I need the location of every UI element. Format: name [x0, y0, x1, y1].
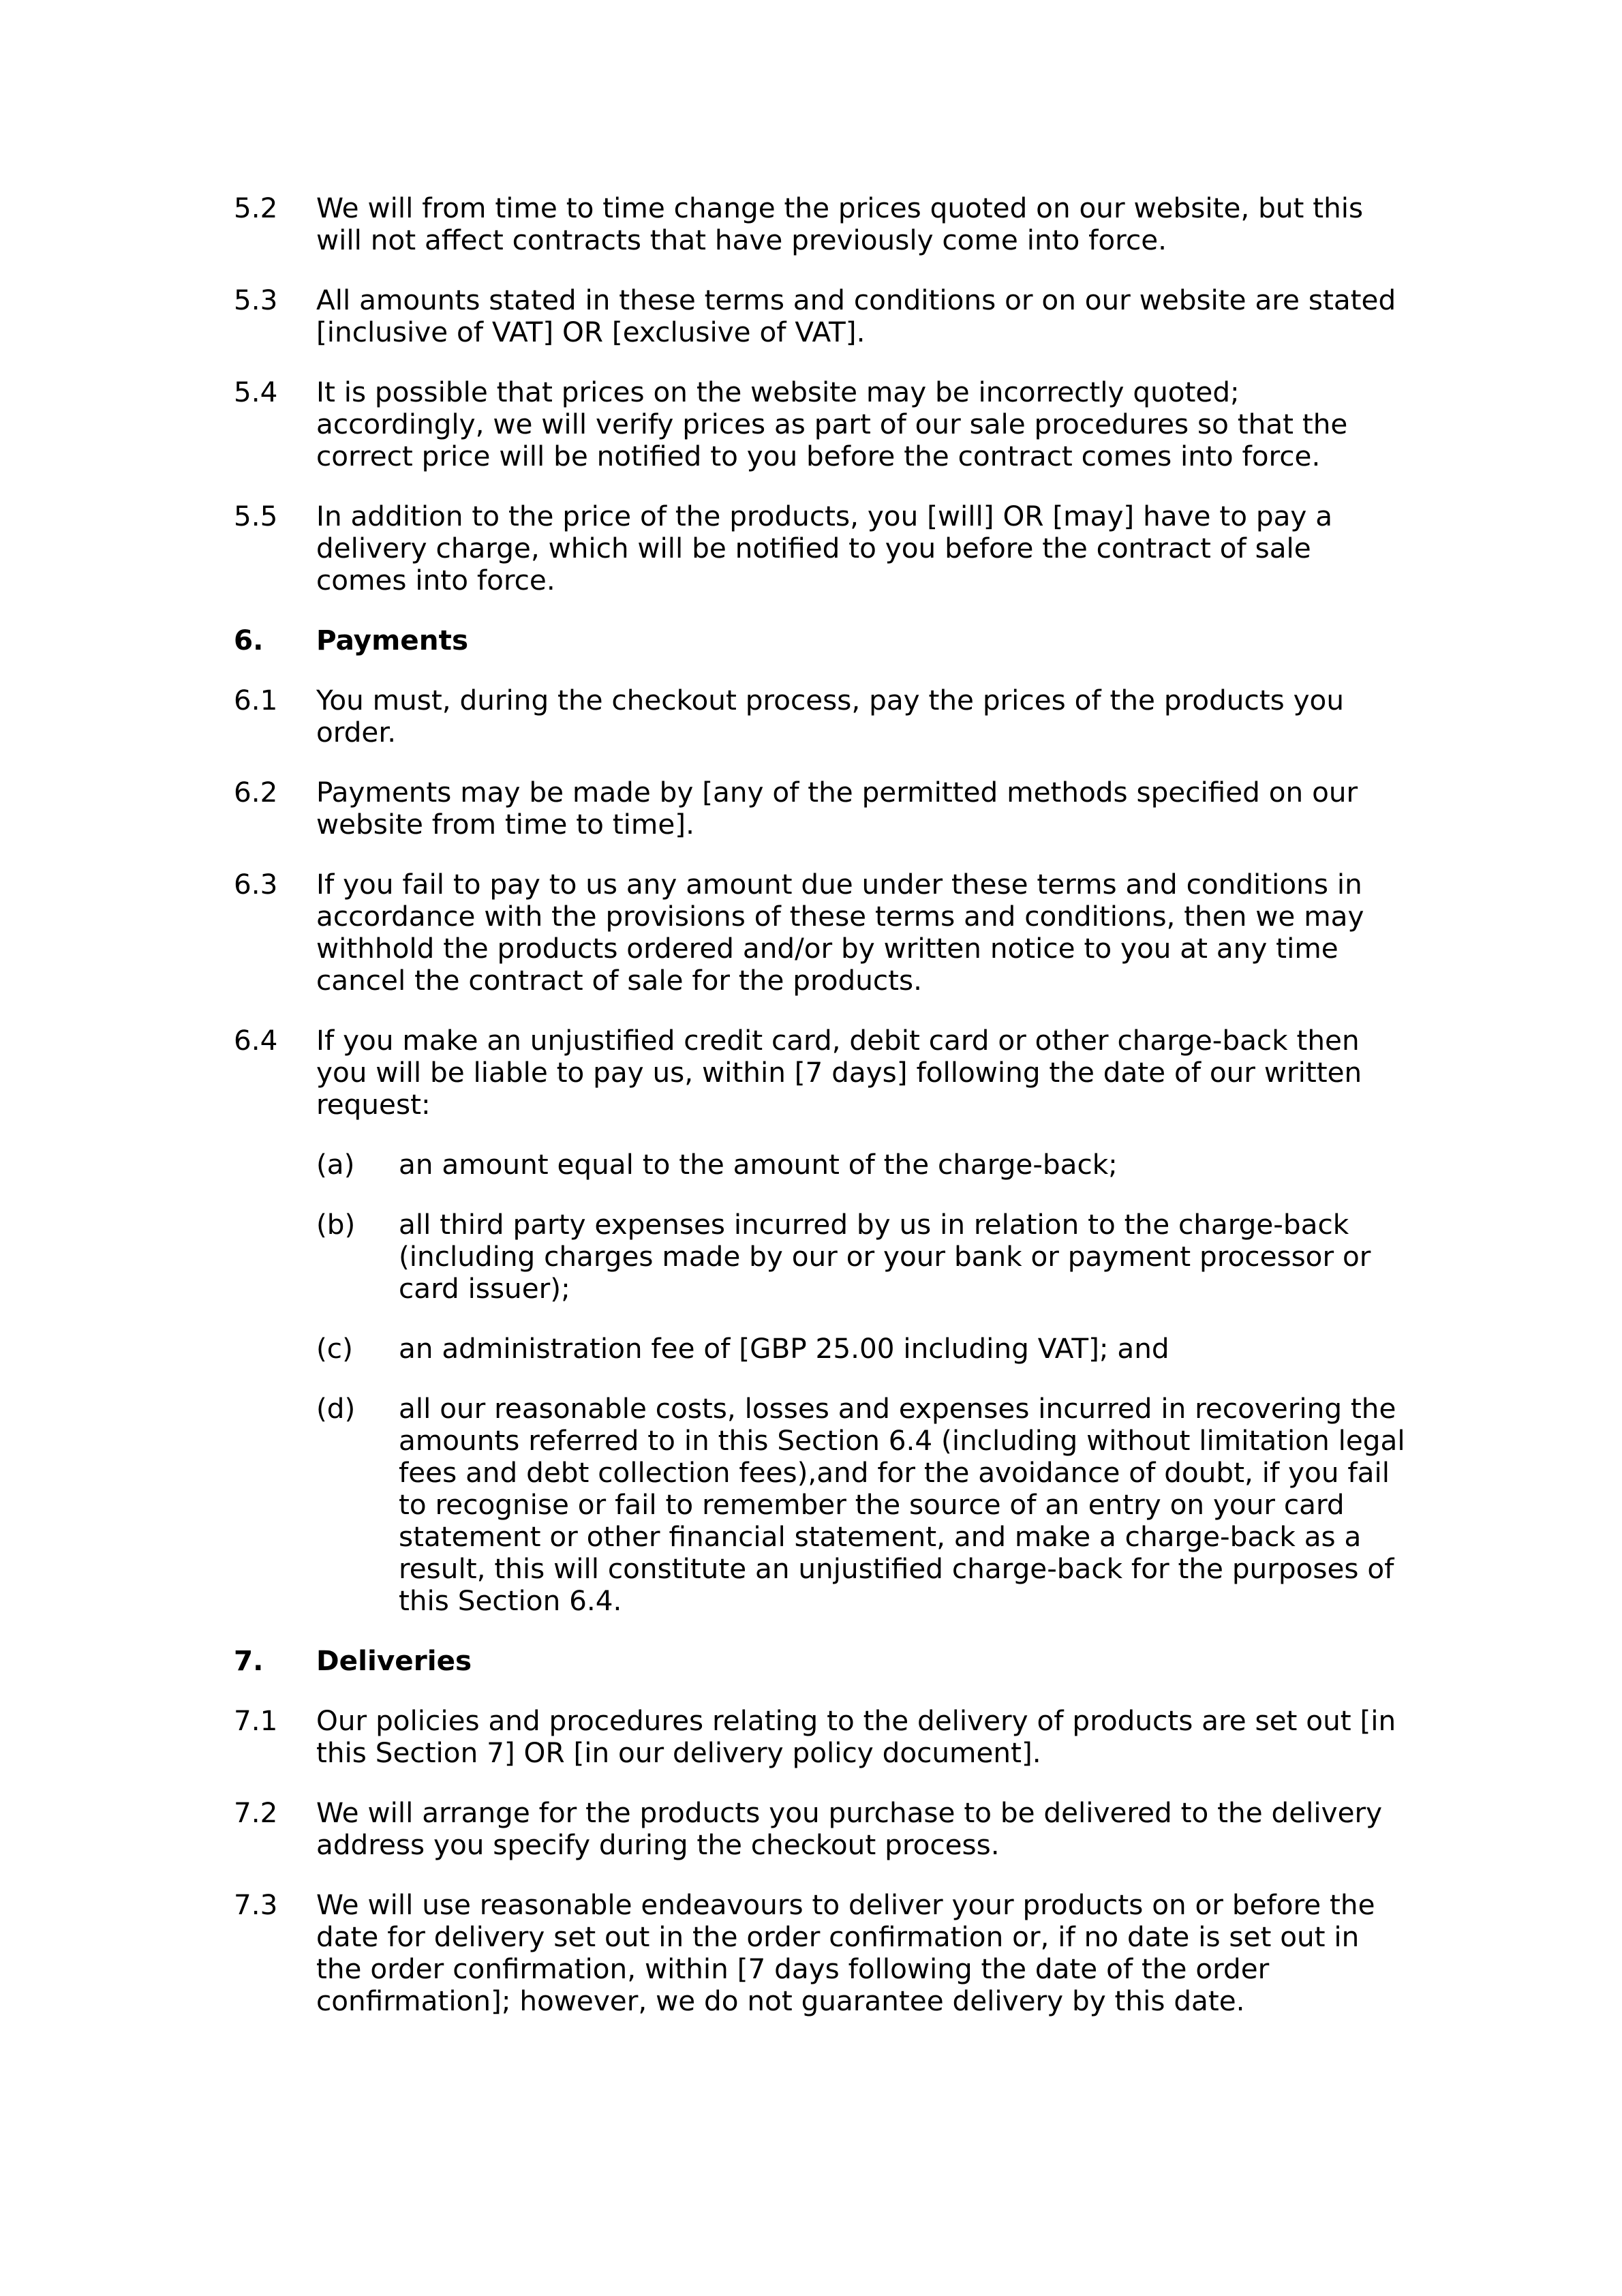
- clause-number: 6.4: [234, 1024, 278, 1057]
- clause-text: In addition to the price of the products, you [will] OR [may] have to pay a delivery charge, which will be notified to you before the contract of sale comes into force.: [316, 500, 1333, 596]
- subclause-6-4-b: [316, 1209, 1406, 1305]
- clause-number: 6.3: [234, 868, 278, 901]
- section-heading-payments: [234, 624, 1406, 656]
- clause-text: Our policies and procedures relating to the delivery of products are set out [in this Section 7] OR [in our delivery policy document].: [316, 1704, 1396, 1769]
- clause-text: We will from time to time change the prices quoted on our website, but this will not affect contracts that have previously come into force.: [316, 192, 1364, 256]
- clause-5-2: [234, 192, 1406, 256]
- clause-number: 6.2: [234, 776, 278, 809]
- clause-number: 5.2: [234, 192, 278, 224]
- section-title: Payments: [316, 624, 469, 656]
- subclause-letter: (d): [316, 1392, 356, 1425]
- clause-6-3: [234, 868, 1406, 997]
- clause-text: You must, during the checkout process, pay the prices of the products you order.: [316, 684, 1344, 749]
- clause-6-4: [234, 1025, 1406, 1121]
- subclause-text: an administration fee of [GBP 25.00 including VAT]; and: [399, 1332, 1169, 1365]
- section-title: Deliveries: [316, 1644, 472, 1677]
- clause-number: 5.4: [234, 376, 278, 408]
- section-number: 7.: [234, 1644, 264, 1677]
- clause-number: 5.5: [234, 500, 278, 532]
- subclause-letter: (b): [316, 1208, 356, 1241]
- clause-number: 5.3: [234, 284, 278, 316]
- clause-text: If you fail to pay to us any amount due under these terms and conditions in accordance with the provisions of these terms and conditions, then we may withhold the products ordered and/or by written notice to you at any time cancel the contract of sale for the products.: [316, 868, 1364, 997]
- subclause-text: all our reasonable costs, losses and expenses incurred in recovering the amounts referred to in this Section 6.4 (including without limitation legal fees and debt collection fees),and for the avoidance of doubt, if you fail to recognise or fail to remember the source of an entry on your card statement or other financial statement, and make a charge-back as a result, this will constitute an unjustified charge-back for the purposes of this Section 6.4.: [399, 1392, 1405, 1617]
- clause-7-3: [234, 1889, 1406, 2017]
- subclause-6-4-d: [316, 1393, 1406, 1617]
- subclause-text: an amount equal to the amount of the charge-back;: [399, 1148, 1118, 1181]
- document-body: [234, 192, 1406, 2045]
- clause-text: It is possible that prices on the website may be incorrectly quoted; accordingly, we will verify prices as part of our sale procedures so that the correct price will be notified to you before the contract comes into force.: [316, 376, 1348, 472]
- clause-number: 7.3: [234, 1888, 278, 1921]
- clause-text: We will use reasonable endeavours to deliver your products on or before the date for delivery set out in the order confirmation or, if no date is set out in the order confirmation, within [7 days following the date of the order confirmation]; however, we do not guarantee delivery by this date.: [316, 1888, 1375, 2017]
- section-number: 6.: [234, 624, 264, 656]
- section-heading-deliveries: [234, 1645, 1406, 1677]
- subclause-text: all third party expenses incurred by us in relation to the charge-back (including charges made by our or your bank or payment processor or card issuer);: [399, 1208, 1371, 1305]
- clause-text: All amounts stated in these terms and conditions or on our website are stated [inclusive of VAT] OR [exclusive of VAT].: [316, 284, 1396, 348]
- clause-text: We will arrange for the products you purchase to be delivered to the delivery address you specify during the checkout process.: [316, 1796, 1383, 1861]
- clause-number: 7.1: [234, 1704, 278, 1737]
- clause-7-2: [234, 1797, 1406, 1861]
- clause-number: 7.2: [234, 1796, 278, 1829]
- clause-7-1: [234, 1705, 1406, 1769]
- clause-5-4: [234, 376, 1406, 472]
- subclause-6-4-a: [316, 1149, 1406, 1181]
- subclause-letter: (a): [316, 1148, 355, 1181]
- subclause-letter: (c): [316, 1332, 353, 1365]
- subclause-6-4-c: [316, 1333, 1406, 1365]
- clause-6-1: [234, 684, 1406, 749]
- clause-5-3: [234, 284, 1406, 348]
- clause-number: 6.1: [234, 684, 278, 716]
- clause-5-5: [234, 500, 1406, 596]
- clause-text: Payments may be made by [any of the permitted methods specified on our website from time to time].: [316, 776, 1358, 841]
- clause-text: If you make an unjustified credit card, debit card or other charge-back then you will be liable to pay us, within [7 days] following the date of our written request:: [316, 1024, 1362, 1121]
- clause-6-2: [234, 776, 1406, 841]
